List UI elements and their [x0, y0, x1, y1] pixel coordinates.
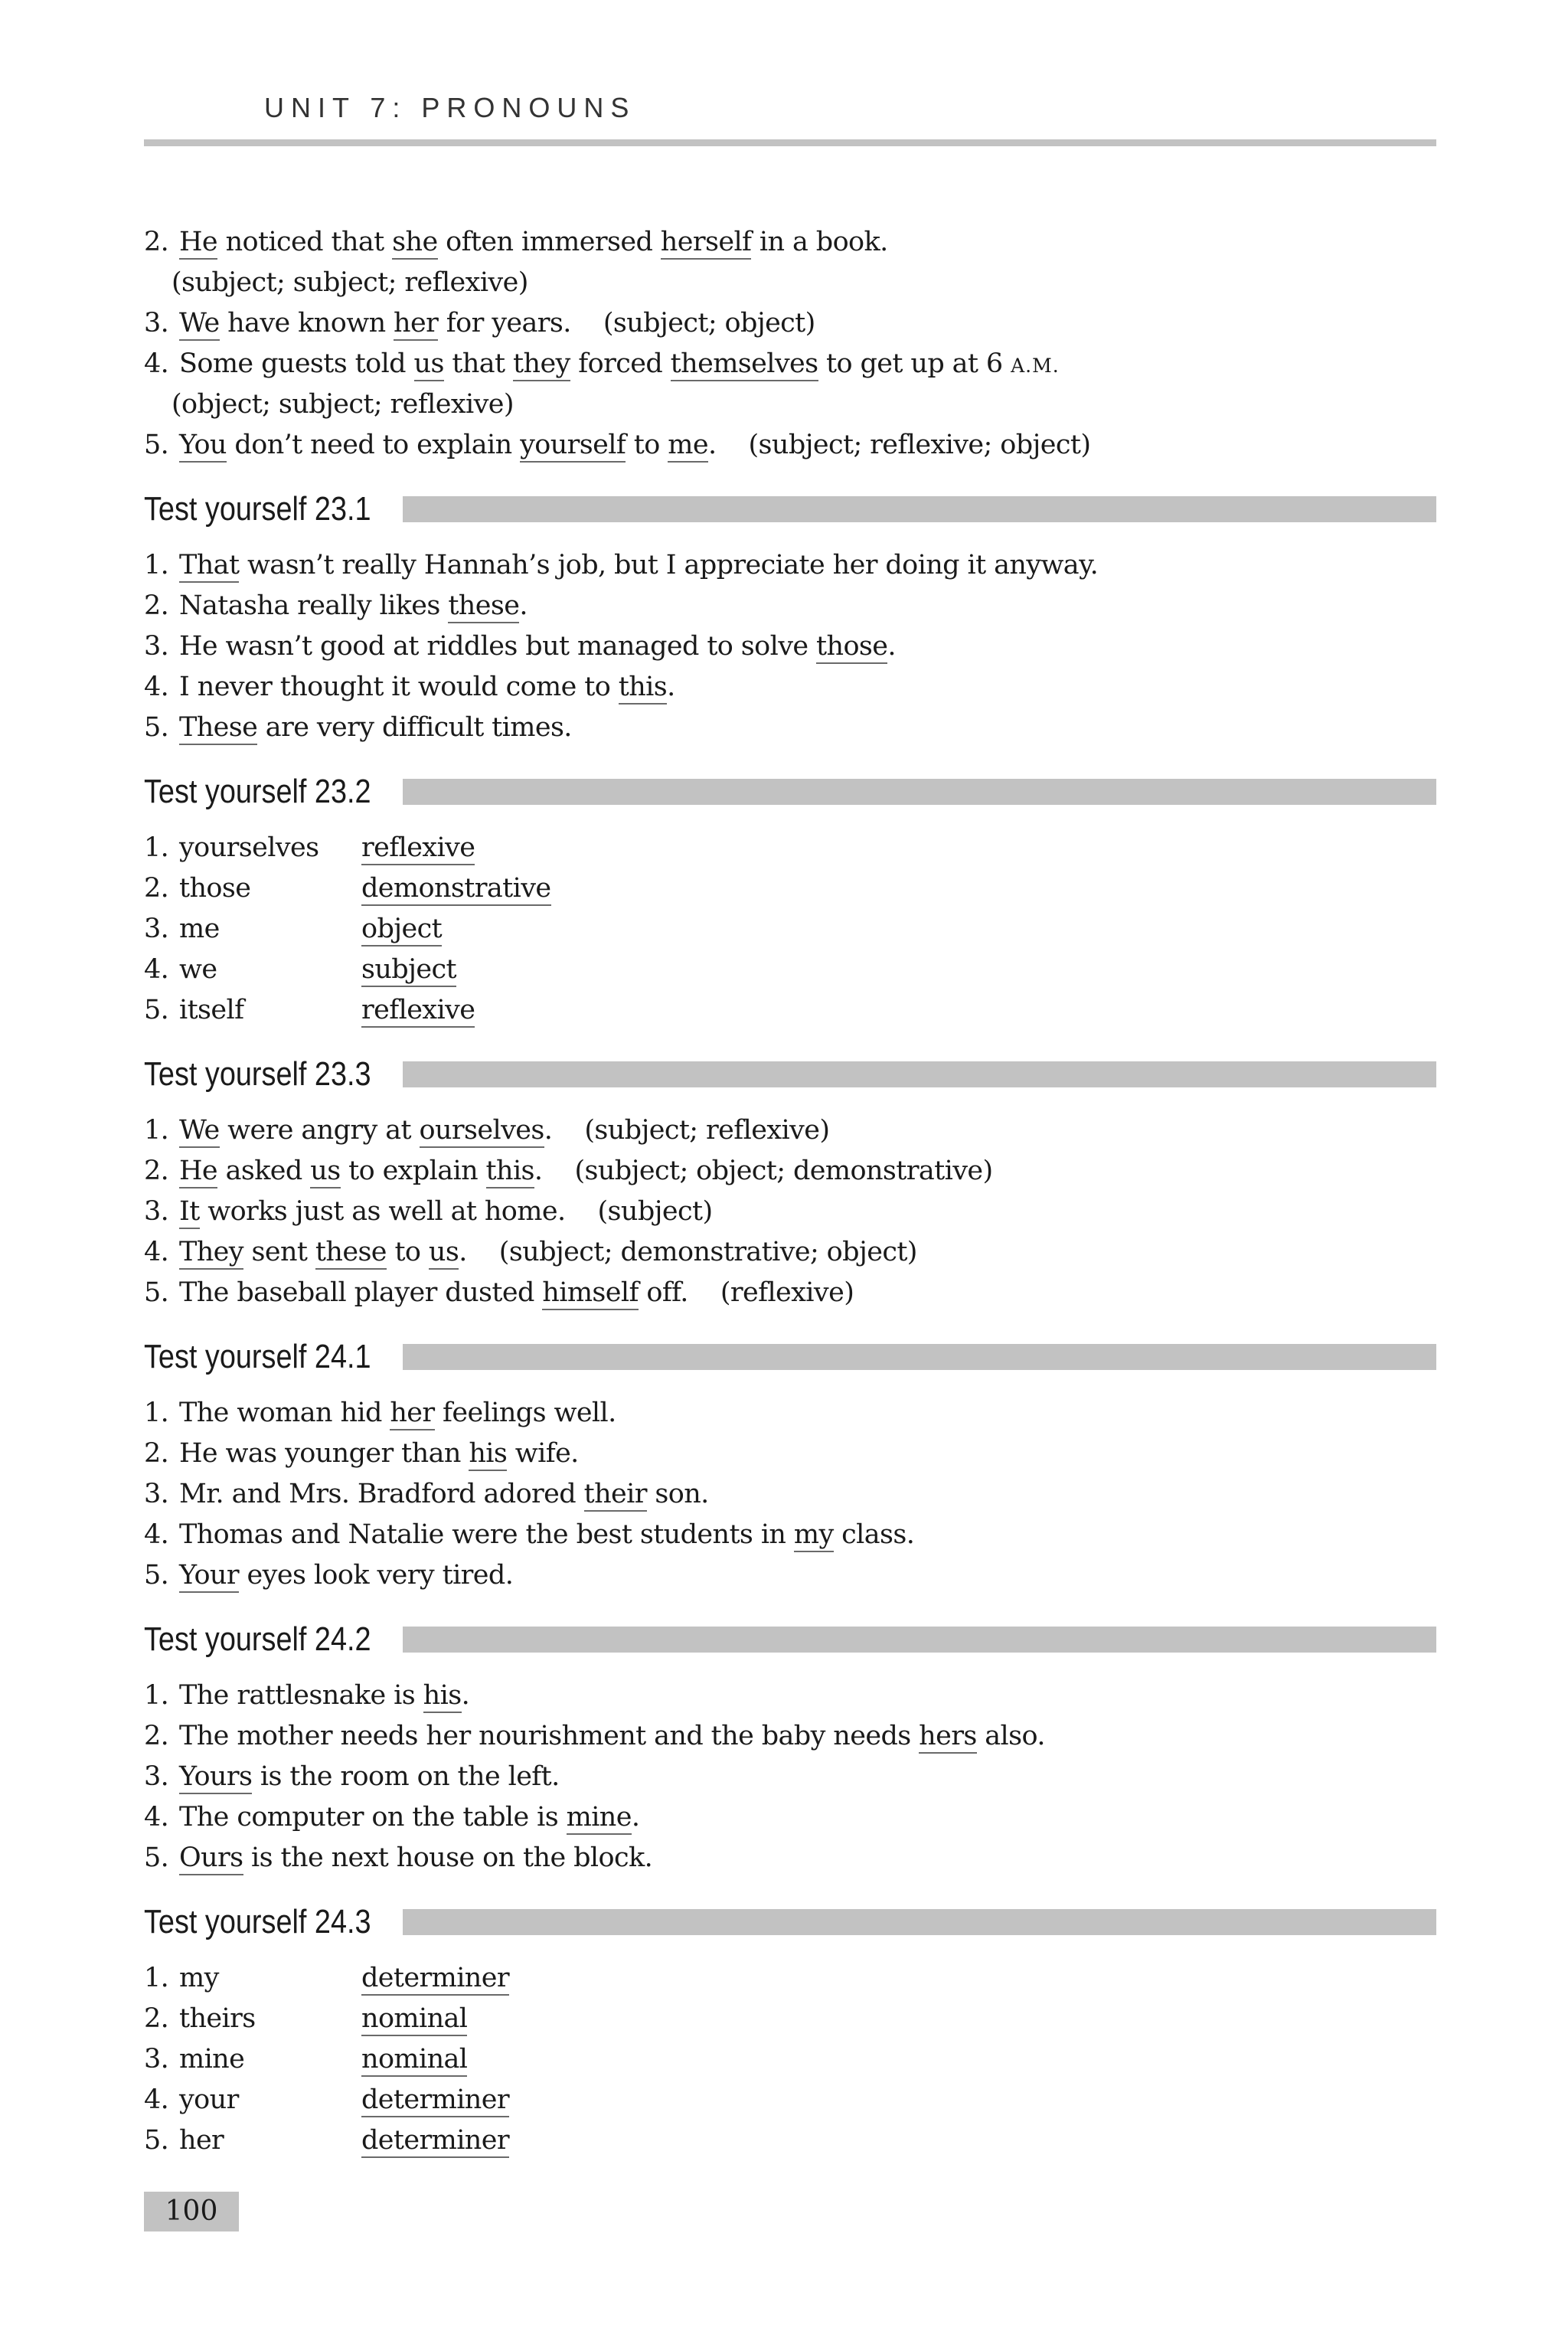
section-title: Test yourself 24.2 — [144, 1620, 371, 1658]
underlined-answer: nominal — [361, 2044, 467, 2077]
underlined-answer: Your — [179, 1560, 239, 1593]
item-note: (object; subject; reflexive) — [172, 389, 514, 420]
underlined-answer: these — [448, 590, 519, 623]
list-item — [144, 1110, 1436, 1151]
item-number: 2. — [144, 1721, 169, 1751]
item-number: 5. — [144, 430, 169, 460]
underlined-answer: nominal — [361, 2003, 467, 2036]
item-number: 3. — [144, 1761, 169, 1792]
item-number: 4. — [144, 2084, 169, 2115]
section-heading — [144, 1048, 1436, 1101]
underlined-answer: she — [392, 227, 437, 260]
item-text: The baseball player dusted — [179, 1277, 543, 1308]
item-text: The rattlesnake is — [179, 1680, 423, 1711]
list-item — [144, 950, 1436, 990]
underlined-answer: object — [361, 914, 442, 947]
item-text: wife. — [507, 1438, 579, 1469]
list-item — [144, 1797, 1436, 1838]
item-number: 5. — [144, 2125, 169, 2156]
list-item — [144, 586, 1436, 626]
list-item — [144, 1958, 1436, 1999]
item-text: wasn’t really Hannah’s job, but I appreciate her doing it anyway. — [239, 550, 1099, 580]
item-text: noticed that — [217, 227, 393, 257]
underlined-answer: determiner — [361, 1963, 509, 1996]
item-text: to get up at 6 — [818, 348, 1011, 379]
item-note: (subject) — [597, 1196, 713, 1227]
list-item — [144, 990, 1436, 1031]
item-text: forced — [570, 348, 671, 379]
item-text: have known — [219, 308, 394, 338]
list-item — [144, 1515, 1436, 1555]
item-number: 2. — [144, 1156, 169, 1186]
underlined-answer: They — [179, 1237, 243, 1270]
item-number: 4. — [144, 348, 169, 379]
item-number: 5. — [144, 712, 169, 743]
item-text: son. — [646, 1479, 709, 1509]
item-text: feelings well. — [434, 1398, 616, 1428]
underlined-answer: We — [179, 308, 220, 341]
underlined-answer: my — [794, 1519, 834, 1552]
list-item — [144, 708, 1436, 748]
list-item — [144, 868, 1436, 909]
pronoun-term: we — [179, 954, 217, 985]
list-item — [144, 303, 1436, 344]
section-bar — [403, 1344, 1436, 1370]
item-note: (subject; reflexive; object) — [748, 430, 1091, 460]
item-note: (subject; demonstrative; object) — [498, 1237, 917, 1267]
underlined-answer: yourself — [520, 430, 626, 463]
item-number: 1. — [144, 1680, 169, 1711]
item-number: 4. — [144, 672, 169, 702]
underlined-answer: determiner — [361, 2125, 509, 2158]
item-number: 5. — [144, 1560, 169, 1591]
item-text: . — [461, 1680, 470, 1711]
item-note: (subject; object) — [603, 308, 815, 338]
list-item — [144, 2039, 1436, 2080]
list-item — [144, 2080, 1436, 2120]
underlined-answer: You — [179, 430, 227, 463]
item-number: 4. — [144, 954, 169, 985]
item-text: . — [707, 430, 717, 460]
item-number: 2. — [144, 590, 169, 621]
list-item — [144, 1434, 1436, 1474]
item-text: to — [626, 430, 668, 460]
section-bar — [403, 779, 1436, 805]
list-item — [144, 2120, 1436, 2161]
underlined-answer: me — [668, 430, 708, 463]
underlined-answer: us — [429, 1237, 459, 1270]
section-title: Test yourself 23.2 — [144, 773, 371, 810]
pronoun-term: my — [179, 1963, 219, 1993]
list-item — [144, 667, 1436, 708]
item-text: Natasha really likes — [179, 590, 449, 621]
underlined-answer: himself — [542, 1277, 639, 1310]
page-number: 100 — [144, 2192, 239, 2231]
item-text: is the room on the left. — [252, 1761, 560, 1792]
item-number: 2. — [144, 1438, 169, 1469]
list-item — [144, 626, 1436, 667]
section-bar — [403, 496, 1436, 522]
item-number: 1. — [144, 1963, 169, 1993]
underlined-answer: their — [584, 1479, 647, 1512]
item-text: . — [544, 1115, 553, 1146]
item-text: I never thought it would come to — [179, 672, 619, 702]
underlined-answer: That — [179, 550, 239, 583]
list-item — [144, 545, 1436, 586]
item-text: were angry at — [219, 1115, 420, 1146]
underlined-answer: reflexive — [361, 832, 475, 865]
section-heading — [144, 765, 1436, 819]
underlined-answer: his — [423, 1680, 462, 1713]
underlined-answer: they — [513, 348, 570, 381]
item-number: 4. — [144, 1237, 169, 1267]
item-number: 2. — [144, 873, 169, 904]
underlined-answer: subject — [361, 954, 456, 987]
underlined-answer: Yours — [179, 1761, 252, 1794]
item-text: The woman hid — [179, 1398, 390, 1428]
underlined-answer: demonstrative — [361, 873, 551, 906]
item-text: that — [443, 348, 514, 379]
underlined-answer: mine — [567, 1802, 632, 1835]
list-item — [144, 1676, 1436, 1716]
section-heading — [144, 1895, 1436, 1949]
pronoun-term: me — [179, 914, 220, 944]
item-number: 3. — [144, 1196, 169, 1227]
item-text: The computer on the table is — [179, 1802, 567, 1833]
list-item — [144, 1555, 1436, 1596]
item-number: 4. — [144, 1802, 169, 1833]
item-text: also. — [976, 1721, 1045, 1751]
section-bar — [403, 1627, 1436, 1653]
item-text: sent — [243, 1237, 315, 1267]
pronoun-term: your — [179, 2084, 239, 2115]
section-title: Test yourself 24.1 — [144, 1338, 371, 1375]
item-text: don’t need to explain — [226, 430, 521, 460]
item-number: 2. — [144, 227, 169, 257]
list-item — [144, 1999, 1436, 2039]
item-number: 3. — [144, 631, 169, 662]
underlined-answer: It — [179, 1196, 200, 1229]
list-item — [144, 909, 1436, 950]
item-number: 1. — [144, 1115, 169, 1146]
list-item — [144, 1393, 1436, 1434]
item-text: Some guests told — [179, 348, 414, 379]
pronoun-term: itself — [179, 995, 244, 1025]
item-text: is the next house on the block. — [243, 1842, 653, 1873]
pronoun-term: her — [179, 2125, 224, 2156]
item-text: asked — [217, 1156, 311, 1186]
underlined-answer: ourselves — [420, 1115, 544, 1148]
item-text: to — [386, 1237, 429, 1267]
item-note: (subject; object; demonstrative) — [574, 1156, 993, 1186]
underlined-answer: her — [394, 308, 438, 341]
item-text: often immersed — [437, 227, 661, 257]
item-note: (subject; subject; reflexive) — [172, 267, 528, 298]
underlined-answer: themselves — [671, 348, 818, 381]
underlined-answer: this — [486, 1156, 534, 1188]
underlined-answer: He — [179, 1156, 217, 1188]
item-number: 1. — [144, 550, 169, 580]
header-rule — [144, 139, 1436, 146]
item-text: for years. — [438, 308, 571, 338]
section-heading — [144, 1330, 1436, 1384]
item-text: . — [631, 1802, 640, 1833]
item-number: 1. — [144, 1398, 169, 1428]
item-text: Thomas and Natalie were the best students in — [179, 1519, 794, 1550]
underlined-answer: her — [390, 1398, 434, 1430]
underlined-answer: reflexive — [361, 995, 475, 1028]
item-text: are very difficult times. — [257, 712, 572, 743]
small-caps-text: A.M. — [1011, 355, 1060, 377]
item-text: . — [519, 590, 528, 621]
pronoun-term: yourselves — [179, 832, 319, 863]
item-note: (reflexive) — [720, 1277, 854, 1308]
underlined-answer: us — [414, 348, 444, 381]
answer-key-content — [144, 222, 1436, 2161]
item-number: 3. — [144, 914, 169, 944]
list-item — [144, 1273, 1436, 1313]
item-text: . — [534, 1156, 543, 1186]
list-item — [144, 1716, 1436, 1757]
item-text: He was younger than — [179, 1438, 469, 1469]
underlined-answer: herself — [661, 227, 752, 260]
item-number: 3. — [144, 2044, 169, 2075]
list-item — [144, 1232, 1436, 1273]
section-bar — [403, 1061, 1436, 1087]
item-text: to explain — [340, 1156, 486, 1186]
underlined-answer: his — [469, 1438, 507, 1471]
list-item — [144, 1192, 1436, 1232]
list-item — [144, 828, 1436, 868]
item-text: The mother needs her nourishment and the baby needs — [179, 1721, 920, 1751]
section-title: Test yourself 24.3 — [144, 1903, 371, 1940]
underlined-answer: these — [315, 1237, 387, 1270]
item-note: (subject; reflexive) — [584, 1115, 830, 1146]
pronoun-term: those — [179, 873, 251, 904]
underlined-answer: These — [179, 712, 257, 745]
underlined-answer: determiner — [361, 2084, 509, 2117]
item-number: 1. — [144, 832, 169, 863]
section-heading — [144, 482, 1436, 536]
section-heading — [144, 1613, 1436, 1666]
item-text: eyes look very tired. — [239, 1560, 514, 1591]
item-text: He wasn’t good at riddles but managed to solve — [179, 631, 817, 662]
list-item — [144, 425, 1436, 466]
item-text: in a book. — [751, 227, 888, 257]
underlined-answer: us — [310, 1156, 340, 1188]
list-item — [144, 1757, 1436, 1797]
section-title: Test yourself 23.1 — [144, 490, 371, 528]
item-text: . — [459, 1237, 467, 1267]
item-text: . — [667, 672, 675, 702]
item-number: 5. — [144, 995, 169, 1025]
item-number: 5. — [144, 1842, 169, 1873]
running-header: UNIT 7: PRONOUNS — [264, 92, 636, 123]
underlined-answer: We — [179, 1115, 220, 1148]
item-text: works just as well at home. — [199, 1196, 566, 1227]
list-item — [144, 222, 1436, 263]
list-item — [144, 1838, 1436, 1878]
item-number: 5. — [144, 1277, 169, 1308]
list-item — [144, 1151, 1436, 1192]
underlined-answer: this — [619, 672, 667, 705]
list-item — [144, 344, 1436, 384]
pronoun-term: theirs — [179, 2003, 256, 2034]
underlined-answer: those — [816, 631, 887, 664]
item-number: 2. — [144, 2003, 169, 2034]
section-bar — [403, 1909, 1436, 1935]
item-text: Mr. and Mrs. Bradford adored — [179, 1479, 584, 1509]
underlined-answer: Ours — [179, 1842, 243, 1875]
item-number: 3. — [144, 308, 169, 338]
item-text: off. — [638, 1277, 688, 1308]
underlined-answer: He — [179, 227, 217, 260]
item-number: 4. — [144, 1519, 169, 1550]
section-title: Test yourself 23.3 — [144, 1055, 371, 1093]
underlined-answer: hers — [919, 1721, 977, 1754]
item-number: 3. — [144, 1479, 169, 1509]
item-text: class. — [833, 1519, 915, 1550]
item-text: . — [887, 631, 896, 662]
list-item — [144, 1474, 1436, 1515]
pronoun-term: mine — [179, 2044, 245, 2075]
